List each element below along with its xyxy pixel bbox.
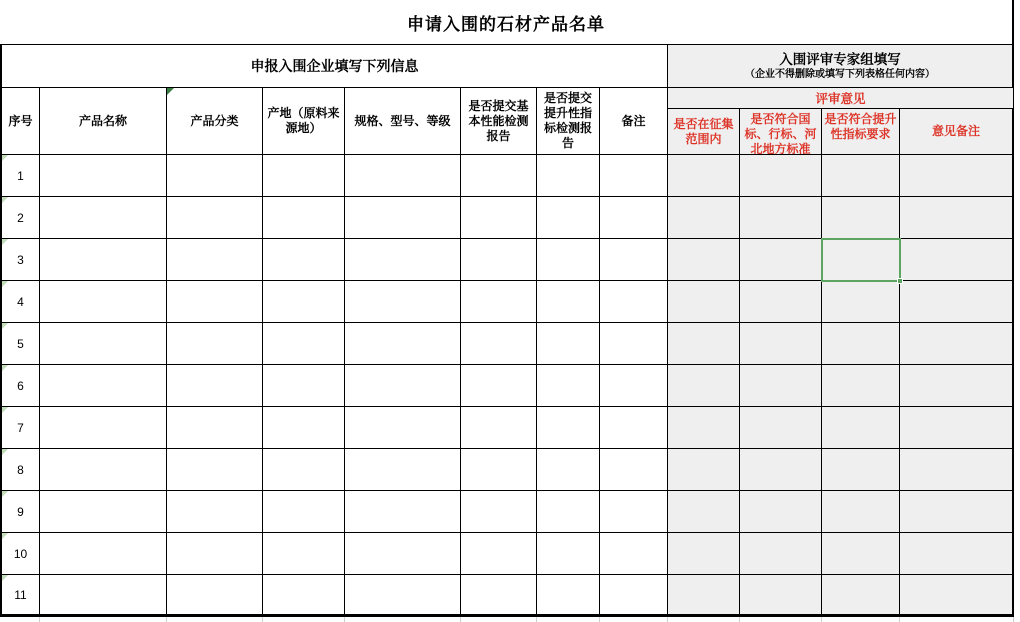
data-cell[interactable] <box>40 491 167 533</box>
data-cell[interactable] <box>600 197 668 239</box>
data-cell[interactable] <box>900 449 1014 491</box>
data-cell[interactable] <box>263 365 345 407</box>
data-cell[interactable] <box>40 533 167 575</box>
row-number-cell[interactable] <box>0 365 40 407</box>
data-cell[interactable] <box>461 407 537 449</box>
col-header-serial[interactable]: 序号 <box>0 88 40 155</box>
row-number: 1 <box>17 168 24 183</box>
green-flag-triangle-icon <box>2 155 8 161</box>
data-cell[interactable] <box>668 533 740 575</box>
col-header-origin[interactable]: 产地（原料来源地） <box>263 88 345 155</box>
green-flag-triangle-icon <box>2 575 8 581</box>
data-cell[interactable] <box>167 365 263 407</box>
green-flag-triangle-icon <box>2 449 8 455</box>
row-number: 10 <box>13 546 28 561</box>
col-header-in-collection-scope[interactable]: 是否在征集范围内 <box>668 109 740 155</box>
data-cell[interactable] <box>263 449 345 491</box>
data-cell[interactable] <box>537 323 600 365</box>
row-number-cell[interactable] <box>0 155 40 197</box>
green-flag-triangle-icon <box>2 281 8 287</box>
data-cell[interactable] <box>40 365 167 407</box>
col-header-spec-model-grade[interactable]: 规格、型号、等级 <box>345 88 461 155</box>
data-cell[interactable] <box>900 197 1014 239</box>
data-cell[interactable] <box>40 323 167 365</box>
data-cell[interactable] <box>822 365 900 407</box>
data-cell[interactable] <box>668 491 740 533</box>
data-cell[interactable] <box>822 197 900 239</box>
data-cell[interactable] <box>740 449 822 491</box>
data-cell[interactable] <box>900 323 1014 365</box>
data-cell[interactable] <box>668 239 740 281</box>
data-cell[interactable] <box>263 197 345 239</box>
row-number: 3 <box>17 252 24 267</box>
row-number: 5 <box>17 336 24 351</box>
data-cell[interactable] <box>167 491 263 533</box>
data-cell[interactable] <box>345 155 461 197</box>
row-number: 4 <box>17 294 24 309</box>
col-header-product-category[interactable] <box>167 88 263 155</box>
data-cell[interactable] <box>537 491 600 533</box>
data-cell[interactable] <box>461 491 537 533</box>
data-cell[interactable] <box>345 533 461 575</box>
row-number-cell[interactable] <box>0 449 40 491</box>
cell-flag-triangle-icon <box>167 88 174 95</box>
data-cell[interactable] <box>345 491 461 533</box>
data-cell[interactable] <box>668 155 740 197</box>
col-header-product-name[interactable]: 产品名称 <box>40 88 167 155</box>
col-header-opinion-remark[interactable]: 意见备注 <box>900 109 1014 155</box>
data-cell[interactable] <box>537 155 600 197</box>
gridline-stub <box>461 617 537 622</box>
data-cell[interactable] <box>900 365 1014 407</box>
data-cell[interactable] <box>461 323 537 365</box>
data-cell[interactable] <box>461 281 537 323</box>
data-cell[interactable] <box>345 575 461 617</box>
data-cell[interactable] <box>900 575 1014 617</box>
data-cell[interactable] <box>900 533 1014 575</box>
data-cell[interactable] <box>600 281 668 323</box>
row-number-cell[interactable] <box>0 281 40 323</box>
data-cell[interactable] <box>822 491 900 533</box>
data-cell[interactable] <box>167 197 263 239</box>
gridline-stub <box>822 617 900 622</box>
data-cell[interactable] <box>600 575 668 617</box>
data-cell[interactable] <box>345 365 461 407</box>
data-cell[interactable] <box>345 449 461 491</box>
data-cell[interactable] <box>822 155 900 197</box>
gridline-stub <box>345 617 461 622</box>
row-number-cell[interactable] <box>0 239 40 281</box>
data-cell[interactable] <box>537 239 600 281</box>
expert-group-note: （企业不得删除或填写下列表格任何内容） <box>745 68 935 80</box>
data-cell[interactable] <box>461 239 537 281</box>
data-cell[interactable] <box>345 197 461 239</box>
data-cell[interactable] <box>822 281 900 323</box>
row-number-cell[interactable] <box>0 323 40 365</box>
data-cell[interactable] <box>740 239 822 281</box>
data-cell[interactable] <box>668 281 740 323</box>
data-cell[interactable] <box>740 533 822 575</box>
data-cell[interactable] <box>537 449 600 491</box>
data-cell[interactable] <box>600 407 668 449</box>
data-cell[interactable] <box>461 449 537 491</box>
row-number: 6 <box>17 378 24 393</box>
row-number: 11 <box>14 587 27 602</box>
data-cell[interactable] <box>40 575 167 617</box>
data-cell[interactable] <box>345 281 461 323</box>
gridline-stub <box>40 617 167 622</box>
data-cell[interactable] <box>167 533 263 575</box>
data-cell[interactable] <box>600 449 668 491</box>
data-cell[interactable] <box>740 323 822 365</box>
data-cell[interactable] <box>167 575 263 617</box>
data-cell[interactable] <box>537 365 600 407</box>
data-cell[interactable] <box>167 407 263 449</box>
data-cell[interactable] <box>537 407 600 449</box>
data-cell[interactable] <box>345 407 461 449</box>
gridline-stub <box>900 617 1014 622</box>
data-cell[interactable] <box>822 533 900 575</box>
data-cell[interactable] <box>537 197 600 239</box>
col-header-meets-standards[interactable]: 是否符合国标、行标、河北地方标准 <box>740 109 822 155</box>
data-cell[interactable] <box>40 239 167 281</box>
row-number: 8 <box>17 462 24 477</box>
col-header-product-category-label: 产品分类 <box>190 113 239 128</box>
data-cell[interactable] <box>40 155 167 197</box>
green-flag-triangle-icon <box>2 197 8 203</box>
row-number: 7 <box>17 420 24 435</box>
data-cell[interactable] <box>668 197 740 239</box>
data-cell[interactable] <box>263 239 345 281</box>
page-title: 申请入围的石材产品名单 <box>0 0 1014 45</box>
data-cell[interactable] <box>40 197 167 239</box>
data-cell[interactable] <box>263 575 345 617</box>
section-header-expert-group[interactable] <box>668 45 1014 88</box>
green-flag-triangle-icon <box>2 365 8 371</box>
row-number-cell[interactable] <box>0 407 40 449</box>
gridline-stub <box>0 617 40 622</box>
data-cell[interactable] <box>461 197 537 239</box>
data-cell[interactable] <box>461 365 537 407</box>
data-cell[interactable] <box>822 575 900 617</box>
data-cell[interactable] <box>822 323 900 365</box>
review-opinion-header[interactable]: 评审意见 <box>668 88 1014 109</box>
data-cell[interactable] <box>167 449 263 491</box>
green-flag-triangle-icon <box>2 491 8 497</box>
data-cell[interactable] <box>263 323 345 365</box>
data-cell[interactable] <box>900 281 1014 323</box>
data-cell[interactable] <box>822 449 900 491</box>
data-cell[interactable] <box>600 533 668 575</box>
data-cell[interactable] <box>740 575 822 617</box>
data-cell[interactable] <box>668 323 740 365</box>
data-cell[interactable] <box>167 155 263 197</box>
data-cell[interactable] <box>668 575 740 617</box>
data-cell[interactable] <box>461 155 537 197</box>
green-flag-triangle-icon <box>2 407 8 413</box>
row-number: 2 <box>17 210 24 225</box>
row-number-cell[interactable] <box>0 197 40 239</box>
data-cell[interactable] <box>668 365 740 407</box>
data-cell[interactable] <box>537 281 600 323</box>
expert-group-title: 入围评审专家组填写 <box>779 51 901 67</box>
data-cell[interactable] <box>600 239 668 281</box>
section-header-enterprise[interactable]: 申报入围企业填写下列信息 <box>0 45 668 88</box>
gridline-stub <box>740 617 822 622</box>
gridline-stub <box>263 617 345 622</box>
data-cell[interactable] <box>167 323 263 365</box>
data-cell[interactable] <box>40 281 167 323</box>
green-flag-triangle-icon <box>2 323 8 329</box>
green-flag-triangle-icon <box>2 239 8 245</box>
data-cell[interactable] <box>345 323 461 365</box>
data-cell[interactable] <box>822 239 900 281</box>
data-cell[interactable] <box>263 407 345 449</box>
col-header-remark[interactable]: 备注 <box>600 88 668 155</box>
col-header-meets-improvement-req[interactable]: 是否符合提升性指标要求 <box>822 109 900 155</box>
data-cell[interactable] <box>740 491 822 533</box>
data-cell[interactable] <box>263 155 345 197</box>
row-number-cell[interactable] <box>0 533 40 575</box>
data-cell[interactable] <box>740 197 822 239</box>
data-cell[interactable] <box>40 407 167 449</box>
data-cell[interactable] <box>668 407 740 449</box>
data-cell[interactable] <box>900 407 1014 449</box>
data-cell[interactable] <box>537 533 600 575</box>
data-cell[interactable] <box>822 407 900 449</box>
data-cell[interactable] <box>263 491 345 533</box>
data-cell[interactable] <box>600 491 668 533</box>
gridline-stub <box>537 617 600 622</box>
col-header-improvement-test-report[interactable]: 是否提交提升性指标检测报告 <box>537 88 600 155</box>
row-number: 9 <box>17 504 24 519</box>
green-flag-triangle-icon <box>2 533 8 539</box>
data-cell[interactable] <box>740 281 822 323</box>
data-cell[interactable] <box>40 449 167 491</box>
data-cell[interactable] <box>600 155 668 197</box>
data-cell[interactable] <box>537 575 600 617</box>
data-cell[interactable] <box>740 407 822 449</box>
col-header-basic-test-report[interactable]: 是否提交基本性能检测报告 <box>461 88 537 155</box>
data-cell[interactable] <box>461 533 537 575</box>
row-number-cell[interactable] <box>0 575 40 617</box>
data-cell[interactable] <box>263 281 345 323</box>
data-cell[interactable] <box>740 155 822 197</box>
data-cell[interactable] <box>600 365 668 407</box>
gridline-stub <box>600 617 668 622</box>
data-cell[interactable] <box>668 449 740 491</box>
data-cell[interactable] <box>167 281 263 323</box>
data-cell[interactable] <box>167 239 263 281</box>
data-cell[interactable] <box>900 155 1014 197</box>
data-cell[interactable] <box>345 239 461 281</box>
data-cell[interactable] <box>263 533 345 575</box>
data-cell[interactable] <box>461 575 537 617</box>
data-cell[interactable] <box>600 323 668 365</box>
gridline-stub <box>167 617 263 622</box>
data-cell[interactable] <box>900 491 1014 533</box>
data-cell[interactable] <box>740 365 822 407</box>
gridline-stub <box>668 617 740 622</box>
row-number-cell[interactable] <box>0 491 40 533</box>
data-cell[interactable] <box>900 239 1014 281</box>
